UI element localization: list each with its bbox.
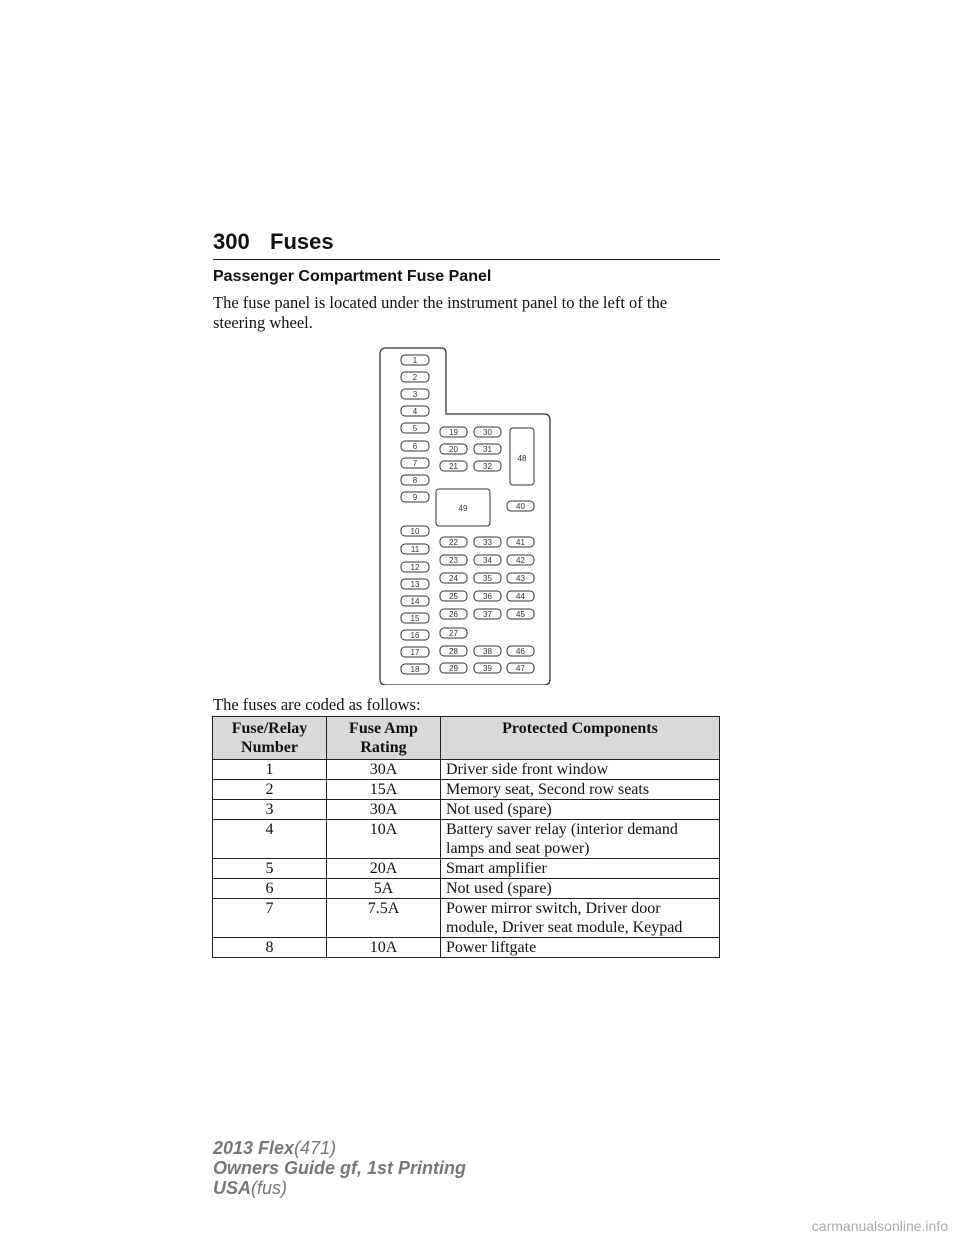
svg-text:2: 2 bbox=[412, 373, 418, 382]
svg-text:18: 18 bbox=[410, 665, 420, 674]
svg-text:31: 31 bbox=[483, 445, 492, 454]
fuse-12 bbox=[401, 562, 429, 572]
protected-components: Memory seat, Second row seats bbox=[441, 780, 720, 800]
amp-rating: 30A bbox=[327, 800, 441, 820]
svg-text:10: 10 bbox=[410, 527, 420, 536]
fuse-27 bbox=[440, 628, 467, 638]
fuse-22 bbox=[440, 537, 467, 547]
fuse-number: 6 bbox=[213, 879, 327, 899]
fuse-46 bbox=[507, 646, 534, 656]
svg-text:14: 14 bbox=[410, 597, 420, 606]
fuse-6 bbox=[401, 441, 429, 451]
fuse-26 bbox=[440, 609, 467, 619]
svg-text:34: 34 bbox=[483, 556, 492, 565]
svg-text:48: 48 bbox=[517, 454, 527, 463]
svg-text:8: 8 bbox=[412, 476, 418, 485]
fuse-9 bbox=[401, 492, 429, 502]
fuse-44 bbox=[507, 591, 534, 601]
table-header-row bbox=[213, 717, 720, 760]
protected-components: Battery saver relay (interior demand lamps and seat power) bbox=[441, 820, 720, 859]
fuse-3 bbox=[401, 389, 429, 399]
svg-text:32: 32 bbox=[483, 462, 492, 471]
fuse-number: 3 bbox=[213, 800, 327, 820]
table-row bbox=[213, 760, 720, 780]
amp-rating: 20A bbox=[327, 859, 441, 879]
svg-text:17: 17 bbox=[410, 648, 420, 657]
svg-text:21: 21 bbox=[449, 462, 458, 471]
fuse-1 bbox=[401, 355, 429, 365]
svg-text:29: 29 bbox=[449, 664, 458, 673]
watermark: carmanualsonline.info bbox=[811, 1218, 948, 1234]
fuse-47 bbox=[507, 663, 534, 673]
fuse-29 bbox=[440, 663, 467, 673]
column-header-number: Fuse/Relay Number bbox=[213, 717, 327, 760]
protected-components: Power mirror switch, Driver door module, Driver seat module, Keypad bbox=[441, 899, 720, 938]
fuse-23 bbox=[440, 555, 467, 565]
fuse-18 bbox=[401, 664, 429, 674]
fuse-34 bbox=[474, 555, 501, 565]
fuse-10 bbox=[401, 526, 429, 536]
fuse-20 bbox=[440, 444, 467, 454]
fuse-table bbox=[212, 716, 720, 958]
svg-text:30: 30 bbox=[483, 428, 492, 437]
fuse-number: 2 bbox=[213, 780, 327, 800]
amp-rating: 10A bbox=[327, 820, 441, 859]
fuse-number: 7 bbox=[213, 899, 327, 938]
fuse-32 bbox=[474, 461, 501, 471]
fuse-13 bbox=[401, 579, 429, 589]
fuse-45 bbox=[507, 609, 534, 619]
fuse-24 bbox=[440, 573, 467, 583]
fuse-42 bbox=[507, 555, 534, 565]
svg-text:13: 13 bbox=[410, 580, 420, 589]
svg-text:46: 46 bbox=[516, 647, 525, 656]
svg-text:12: 12 bbox=[410, 563, 420, 572]
svg-text:25: 25 bbox=[449, 592, 458, 601]
fuse-28 bbox=[440, 646, 467, 656]
fuse-number: 5 bbox=[213, 859, 327, 879]
protected-components: Not used (spare) bbox=[441, 800, 720, 820]
svg-text:42: 42 bbox=[516, 556, 525, 565]
svg-text:37: 37 bbox=[483, 610, 492, 619]
svg-text:4: 4 bbox=[412, 407, 418, 416]
intro-paragraph: The fuse panel is located under the instrument panel to the left of the steering wheel. bbox=[213, 293, 668, 332]
fuse-19 bbox=[440, 427, 467, 437]
svg-text:23: 23 bbox=[449, 556, 458, 565]
fuse-number: 4 bbox=[213, 820, 327, 859]
fuse-43 bbox=[507, 573, 534, 583]
svg-text:26: 26 bbox=[449, 610, 458, 619]
fuse-35 bbox=[474, 573, 501, 583]
fuse-panel-diagram bbox=[370, 345, 555, 685]
amp-rating: 10A bbox=[327, 938, 441, 958]
section-title: Fuses bbox=[270, 229, 334, 254]
svg-text:44: 44 bbox=[516, 592, 525, 601]
svg-text:41: 41 bbox=[516, 538, 525, 547]
fuse-41 bbox=[507, 537, 534, 547]
svg-text:9: 9 bbox=[412, 493, 418, 502]
fuse-7 bbox=[401, 458, 429, 468]
fuse-40 bbox=[507, 501, 534, 511]
table-row bbox=[213, 820, 720, 859]
svg-text:3: 3 bbox=[412, 390, 418, 399]
column-header-components: Protected Components bbox=[441, 717, 720, 760]
svg-text:39: 39 bbox=[483, 664, 492, 673]
amp-rating: 30A bbox=[327, 760, 441, 780]
column-header-rating: Fuse Amp Rating bbox=[327, 717, 441, 760]
svg-text:19: 19 bbox=[449, 428, 458, 437]
svg-text:43: 43 bbox=[516, 574, 525, 583]
svg-text:22: 22 bbox=[449, 538, 458, 547]
amp-rating: 7.5A bbox=[327, 899, 441, 938]
svg-text:36: 36 bbox=[483, 592, 492, 601]
table-row bbox=[213, 879, 720, 899]
amp-rating: 5A bbox=[327, 879, 441, 899]
svg-text:45: 45 bbox=[516, 610, 525, 619]
footer bbox=[213, 1138, 466, 1198]
svg-text:1: 1 bbox=[412, 356, 418, 365]
fuse-4 bbox=[401, 406, 429, 416]
svg-text:15: 15 bbox=[410, 614, 420, 623]
amp-rating: 15A bbox=[327, 780, 441, 800]
protected-components: Smart amplifier bbox=[441, 859, 720, 879]
protected-components: Driver side front window bbox=[441, 760, 720, 780]
fuse-38 bbox=[474, 646, 501, 656]
footer-line-3: USA(fus) bbox=[213, 1178, 288, 1198]
fuse-33 bbox=[474, 537, 501, 547]
fuse-14 bbox=[401, 596, 429, 606]
fuse-37 bbox=[474, 609, 501, 619]
fuse-25 bbox=[440, 591, 467, 601]
svg-text:24: 24 bbox=[449, 574, 458, 583]
header-rule bbox=[213, 259, 720, 260]
svg-text:35: 35 bbox=[483, 574, 492, 583]
svg-text:20: 20 bbox=[449, 445, 458, 454]
fuse-31 bbox=[474, 444, 501, 454]
fuse-number: 1 bbox=[213, 760, 327, 780]
svg-text:16: 16 bbox=[410, 631, 420, 640]
fuse-11 bbox=[401, 544, 429, 554]
relay-49 bbox=[436, 489, 490, 526]
svg-text:27: 27 bbox=[449, 629, 458, 638]
relay-48 bbox=[510, 428, 534, 485]
svg-text:7: 7 bbox=[412, 459, 418, 468]
fuse-16 bbox=[401, 630, 429, 640]
fuse-8 bbox=[401, 475, 429, 485]
svg-text:5: 5 bbox=[412, 424, 418, 433]
fuse-30 bbox=[474, 427, 501, 437]
fuse-21 bbox=[440, 461, 467, 471]
fuse-number: 8 bbox=[213, 938, 327, 958]
fuse-15 bbox=[401, 613, 429, 623]
protected-components: Not used (spare) bbox=[441, 879, 720, 899]
table-row bbox=[213, 938, 720, 958]
table-row bbox=[213, 859, 720, 879]
svg-text:33: 33 bbox=[483, 538, 492, 547]
subheading: Passenger Compartment Fuse Panel bbox=[213, 268, 492, 285]
fuse-36 bbox=[474, 591, 501, 601]
protected-components: Power liftgate bbox=[441, 938, 720, 958]
footer-line-2: Owners Guide gf, 1st Printing bbox=[213, 1158, 467, 1178]
fuse-39 bbox=[474, 663, 501, 673]
footer-line-1: 2013 Flex(471) bbox=[213, 1138, 337, 1158]
table-intro: The fuses are coded as follows: bbox=[213, 695, 421, 714]
svg-text:49: 49 bbox=[458, 504, 468, 513]
fuse-5 bbox=[401, 423, 429, 433]
page-number: 300 bbox=[213, 229, 250, 254]
svg-text:28: 28 bbox=[449, 647, 458, 656]
fuse-2 bbox=[401, 372, 429, 382]
table-row bbox=[213, 800, 720, 820]
fuse-17 bbox=[401, 647, 429, 657]
svg-text:38: 38 bbox=[483, 647, 492, 656]
table-row bbox=[213, 780, 720, 800]
table-row bbox=[213, 899, 720, 938]
svg-text:47: 47 bbox=[516, 664, 525, 673]
svg-text:6: 6 bbox=[412, 442, 418, 451]
svg-text:40: 40 bbox=[516, 502, 525, 511]
svg-text:11: 11 bbox=[410, 545, 420, 554]
